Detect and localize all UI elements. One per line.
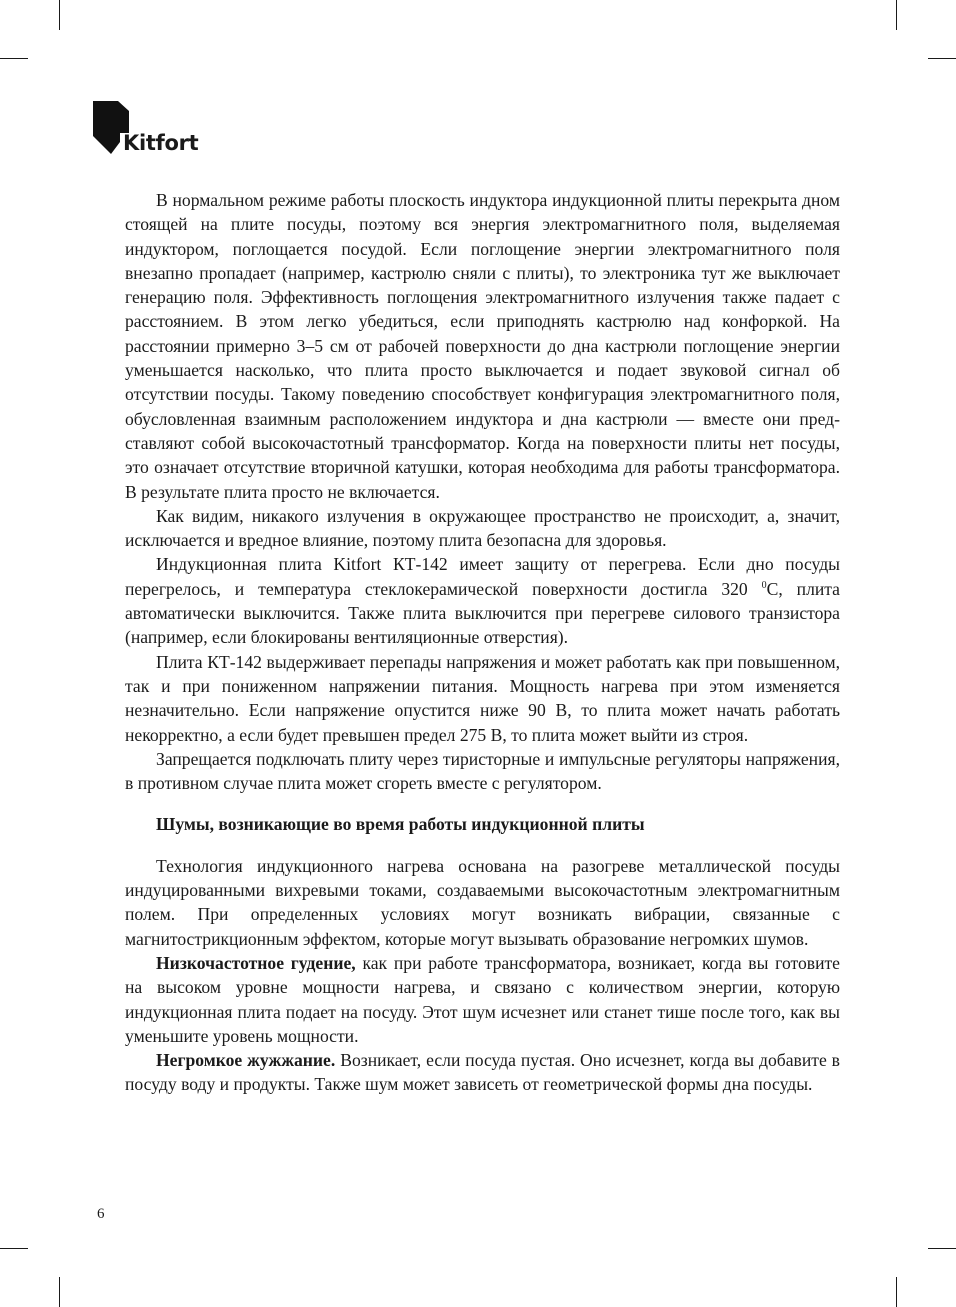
paragraph-low-hum — [125, 951, 840, 1048]
section-heading-noises: Шумы, возникающие во время работы индукционной плиты — [156, 814, 645, 835]
crop-mark-left-top — [0, 58, 28, 59]
overheat-text-start: Индукционная плита Kitfort КТ-142 имеет защиту от перегрева. Если дно посуды перегрелось, и температура стеклокерамической поверхности достигла 320 — [125, 554, 840, 599]
paragraph-induction-principle: В нормальном режиме работы плоскость индуктора индукционной плиты перекрыта дном стоящей на плите посуды, поэтому вся энергия электромагнитного поля, выделяемая индуктором, поглощается посудой. Если поглощение энергии электромагнитного поля внезапно пропадает (например, кастрюлю сняли с плиты), то электроника тут же выключает генерацию поля. Эффективность поглощения электромагнитного излучения также падает с расстоянием. В этом легко убедиться, если приподнять кастрюлю над конфоркой. На расстоянии примерно 3–5 см от рабочей поверхности до дна кастрюли поглощение энергии уменьшается насколько, что плита просто выключается и подает звуковой сигнал об отсутствии посуды. Такому поведению способствует конфигурация электромагнитного поля, обусловленная взаимным расположением индуктора и дна кастрюли — вместе они представляют собой высокочастотный трансформатор. Когда на поверхности плиты нет посуды, это означает отсутствие вторичной катушки, которая необходима для работы трансформатора. В результате плита просто не включается. — [125, 190, 840, 502]
document-body — [125, 188, 840, 1097]
crop-mark-bottom-left — [59, 1277, 60, 1307]
noise-text-buzzing: Возникает, если посуда пустая. Оно исчезнет, когда вы добавите в посуду воду и продукты. Также шум может зависеть от геометрической формы дна посуды. — [125, 1050, 840, 1095]
noise-term-low-hum: Низкочастотное гудение, — [156, 952, 356, 973]
crop-mark-right-bottom — [928, 1248, 956, 1249]
paragraph-regulators-warning: Запрещается подключать плиту через тиристорные и импульсные регуляторы напряжения, в противном случае плита может сгореть вместе с регулятором. — [125, 748, 840, 794]
crop-mark-left-bottom — [0, 1248, 28, 1249]
paragraph-no-radiation: Как видим, никакого излучения в окружающее пространство не происходит, а, значит, исключается и вредное влияние, поэтому плита безопасна для здоровья. — [125, 505, 840, 551]
noise-text-low-hum: как при работе трансформатора, возникает, когда вы готовите на высоком уровне мощности нагрева, и связано с количеством энергии, которую индукционная плита подает на посуду. Этот шум исчезнет или станет тише после того, как вы уменьшите уровень мощности. — [125, 952, 840, 1046]
brand-logo — [93, 101, 213, 161]
overheat-text-end: С, плита автоматически выключится. Также плита выключится при перегреве силового транзистора (например, если блокированы вентиляционные отверстия). — [125, 578, 840, 648]
page-number: 6 — [97, 1206, 105, 1222]
paragraph-voltage: Плита КТ-142 выдерживает перепады напряжения и может работать как при повышенном, так и при пониженном напряжении питания. Мощность нагрева при этом изменяется незначительно. Если напряжение опустится ниже 90 В, то плита может начать работать некорректно, а если будет превышен предел 275 В, то плита может выйти из строя. — [125, 651, 840, 745]
crop-mark-top-right — [896, 0, 897, 30]
crop-mark-top-left — [59, 0, 60, 30]
paragraph-buzzing — [125, 1048, 840, 1097]
noise-term-buzzing: Негромкое жужжание. — [156, 1050, 336, 1071]
degree-superscript: 0 — [761, 579, 767, 591]
paragraph-overheat-protection — [125, 552, 840, 649]
paragraph-noise-intro: Технология индукционного нагрева основана на разогреве металлической посуды индуцированными вихревыми токами, создаваемыми высокочастотным электромагнитным полем. При определенных условиях могут возникать вибрации, связанные с магнитострикционным эффектом, которые могут вызывать образование негромких шумов. — [125, 855, 840, 949]
crop-mark-right-top — [928, 58, 956, 59]
crop-mark-bottom-right — [896, 1277, 897, 1307]
brand-wordmark: Kitfort — [123, 131, 199, 155]
